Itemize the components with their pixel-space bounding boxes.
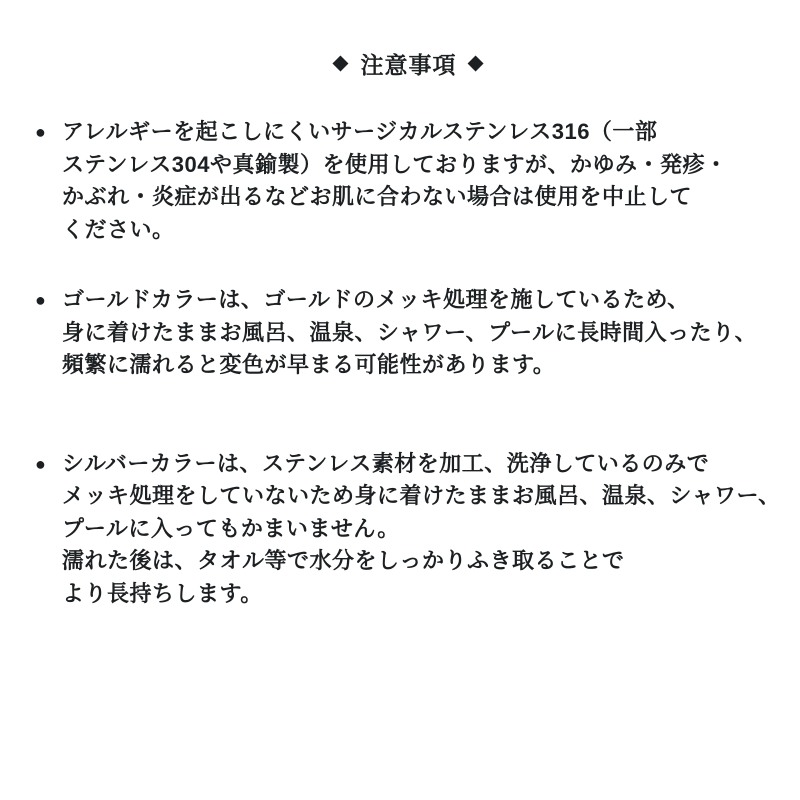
diamond-icon-left: ◆ xyxy=(332,51,350,74)
notice-line: プールに入ってもかまいません。 xyxy=(62,515,400,541)
notice-line: ください。 xyxy=(62,216,175,242)
notice-line: シルバーカラーは、ステンレス素材を加工、洗浄しているのみで xyxy=(62,450,710,476)
notice-line: 濡れた後は、タオル等で水分をしっかりふき取ることで xyxy=(62,548,625,573)
bullet-icon: ● xyxy=(35,453,46,474)
notice-line: より長持ちします。 xyxy=(62,580,263,606)
bullet-icon: ● xyxy=(35,290,46,310)
diamond-icon-right: ◆ xyxy=(467,51,485,74)
notice-item-allergy xyxy=(35,116,782,246)
notice-line: かぶれ・炎症が出るなどお肌に合わない場合は使用を中止して xyxy=(62,184,693,209)
notice-item-gold-color xyxy=(35,284,782,382)
page-title-text: 注意事項 xyxy=(360,51,457,78)
bullet-icon: ● xyxy=(35,122,46,142)
notice-text xyxy=(62,448,782,611)
notice-text xyxy=(62,116,782,246)
notice-line: ステンレス304や真鍮製）を使用しておりますが、かゆみ・発疹・ xyxy=(62,151,728,177)
notice-line: ゴールドカラーは、ゴールドのメッキ処理を施しているため、 xyxy=(62,287,690,312)
notice-line: メッキ処理をしていないため身に着けたままお風呂、温泉、シャワー、 xyxy=(62,483,781,508)
notice-line: 身に着けたままお風呂、温泉、シャワー、プールに長時間入ったり、 xyxy=(62,319,758,345)
page-title xyxy=(35,48,782,78)
notice-line: 頻繁に濡れると変色が早まる可能性があります。 xyxy=(62,352,556,377)
notice-item-silver-color xyxy=(35,448,782,611)
notice-text xyxy=(62,284,782,382)
notice-line: アレルギーを起こしにくいサージカルステンレス316（一部 xyxy=(62,119,658,144)
